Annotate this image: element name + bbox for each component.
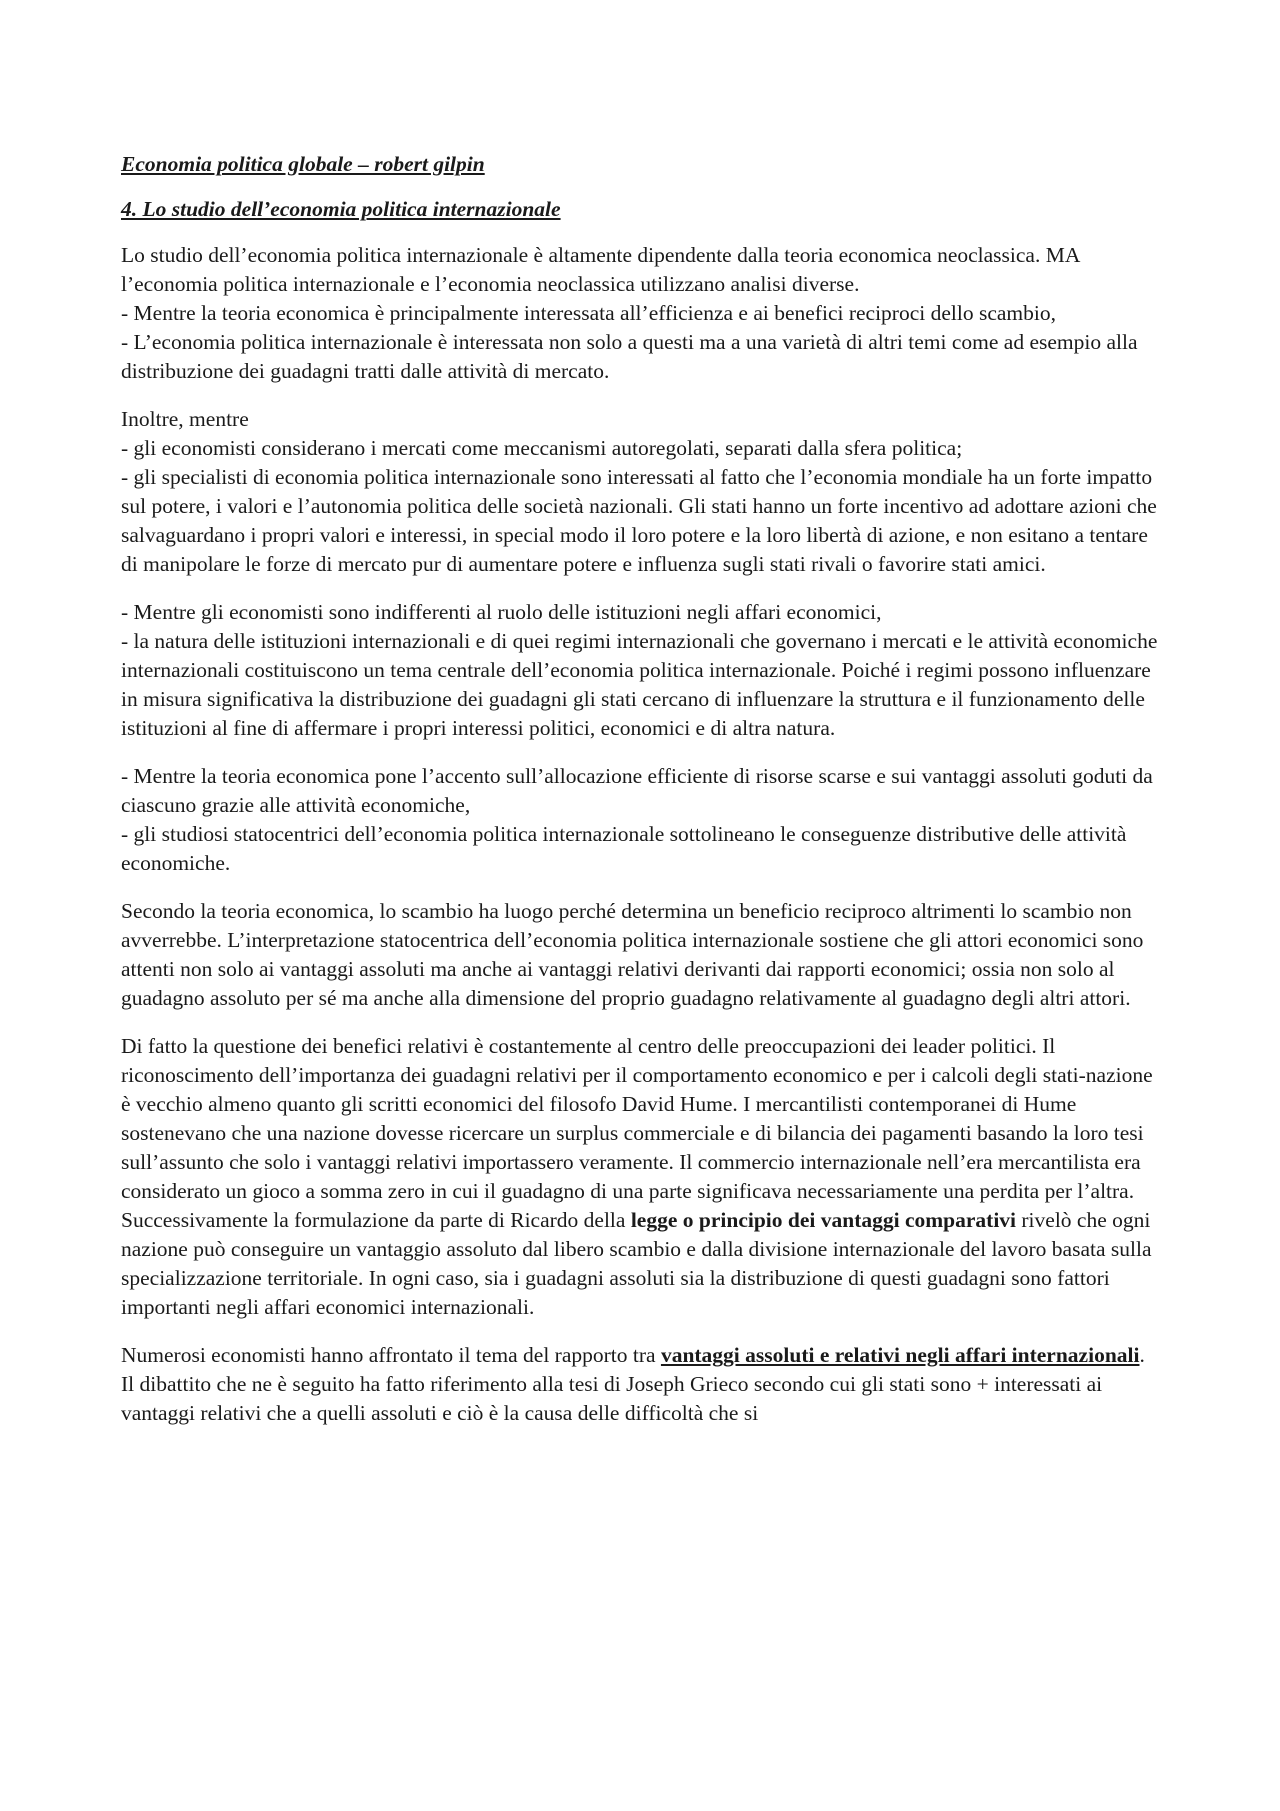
bullet-line: - gli studiosi statocentrici dell’economia politica internazionale sottolineano le conseguenze distributive delle attività economiche. bbox=[121, 822, 1127, 875]
paragraph-institutions bbox=[121, 598, 1166, 743]
paragraph-intro bbox=[121, 241, 1166, 386]
bullet-line: - la natura delle istituzioni internazionali e di quei regimi internazionali che governano i mercati e le attività economiche internazionali costituiscono un tema centrale dell’economia politica internazionale. Poiché i regimi possono influenzare in misura significativa la distribuzione dei guadagni gli stati cercano di influenzare la struttura e il funzionamento delle istituzioni al fine di affermare i propri interessi politici, economici e di altra natura. bbox=[121, 629, 1158, 740]
bullet-line: - Mentre la teoria economica pone l’accento sull’allocazione efficiente di risorse scarse e sui vantaggi assoluti goduti da ciascuno grazie alle attività economiche, bbox=[121, 764, 1153, 817]
document-title: Economia politica globale – robert gilpin bbox=[121, 152, 485, 176]
paragraph-markets bbox=[121, 405, 1166, 579]
bold-underlined-term: vantaggi assoluti e relativi negli affari internazionali bbox=[660, 1343, 1140, 1367]
section-heading: 4. Lo studio dell’economia politica internazionale bbox=[121, 197, 561, 221]
paragraph-economists bbox=[121, 1341, 1166, 1428]
bullet-line: - Mentre gli economisti sono indifferenti al ruolo delle istituzioni negli affari economici, bbox=[121, 600, 882, 624]
bold-term: legge o principio dei vantaggi comparativi bbox=[630, 1208, 1017, 1232]
paragraph-relative-gains bbox=[121, 1032, 1166, 1322]
bullet-line: - gli specialisti di economia politica internazionale sono interessati al fatto che l’economia mondiale ha un forte impatto sul potere, i valori e l’autonomia politica delle società nazionali. Gli stati hanno un forte incentivo ad adottare azioni che salvaguardano i propri valori e interessi, in special modo il loro potere e la loro libertà di azione, e non esitano a tentare di manipolare le forze di mercato pur di aumentare potere e influenza sugli stati rivali o favorire stati amici. bbox=[121, 465, 1157, 576]
paragraph-text: Il dibattito che ne è seguito ha fatto riferimento alla tesi di Joseph Grieco secondo cui gli stati sono + interessati ai vantaggi relativi che a quelli assoluti e ciò è la causa delle difficoltà che si bbox=[121, 1372, 1103, 1425]
paragraph-exchange: Secondo la teoria economica, lo scambio ha luogo perché determina un beneficio reciproco altrimenti lo scambio non avverrebbe. L’interpretazione statocentrica dell’economia politica internazionale sostiene che gli attori economici sono attenti non solo ai vantaggi assoluti ma anche ai vantaggi relativi derivanti dai rapporti economici; ossia non solo al guadagno assoluto per sé ma anche alla dimensione del proprio guadagno relativamente al guadagno degli altri attori. bbox=[121, 899, 1144, 1010]
bullet-line: - L’economia politica internazionale è interessata non solo a questi ma a una varietà di altri temi come ad esempio alla distribuzione dei guadagni tratti dalle attività di mercato. bbox=[121, 330, 1138, 383]
bullet-line: - gli economisti considerano i mercati come meccanismi autoregolati, separati dalla sfera politica; bbox=[121, 436, 963, 460]
paragraph-text: Inoltre, mentre bbox=[121, 407, 249, 431]
paragraph-text: Di fatto la questione dei benefici relativi è costantemente al centro delle preoccupazioni dei leader politici. Il riconoscimento dell’importanza dei guadagni relativi per il comportamento economico e per i calcoli degli stati-nazione è vecchio almeno quanto gli scritti economici del filosofo David Hume. I mercantilisti contemporanei di Hume sostenevano che una nazione dovesse ricercare un surplus commerciale e di bilancia dei pagamenti basando la loro tesi sull’assunto che solo i vantaggi relativi importassero veramente. Il commercio internazionale nell’era mercantilista era considerato un gioco a somma zero in cui il guadagno di una parte significava necessariamente una perdita per l’altra. Successivamente la formulazione da parte di Ricardo della bbox=[121, 1034, 1153, 1232]
paragraph-text: Numerosi economisti hanno affrontato il tema del rapporto tra bbox=[121, 1343, 661, 1367]
document-body bbox=[121, 150, 1166, 1428]
paragraph-text: rivelò che ogni nazione può conseguire un vantaggio assoluto dal libero scambio e dalla divisione internazionale del lavoro basata sulla specializzazione territoriale. In ogni caso, sia i guadagni assoluti sia la distribuzione di questi guadagni sono fattori importanti negli affari economici internazionali. bbox=[121, 1208, 1152, 1319]
paragraph-text: Lo studio dell’economia politica internazionale è altamente dipendente dalla teoria economica neoclassica. MA l’economia politica internazionale e l’economia neoclassica utilizzano analisi diverse. bbox=[121, 243, 1080, 296]
paragraph-allocation bbox=[121, 762, 1166, 878]
bullet-line: - Mentre la teoria economica è principalmente interessata all’efficienza e ai benefici reciproci dello scambio, bbox=[121, 301, 1056, 325]
paragraph-text: . bbox=[1139, 1343, 1145, 1367]
